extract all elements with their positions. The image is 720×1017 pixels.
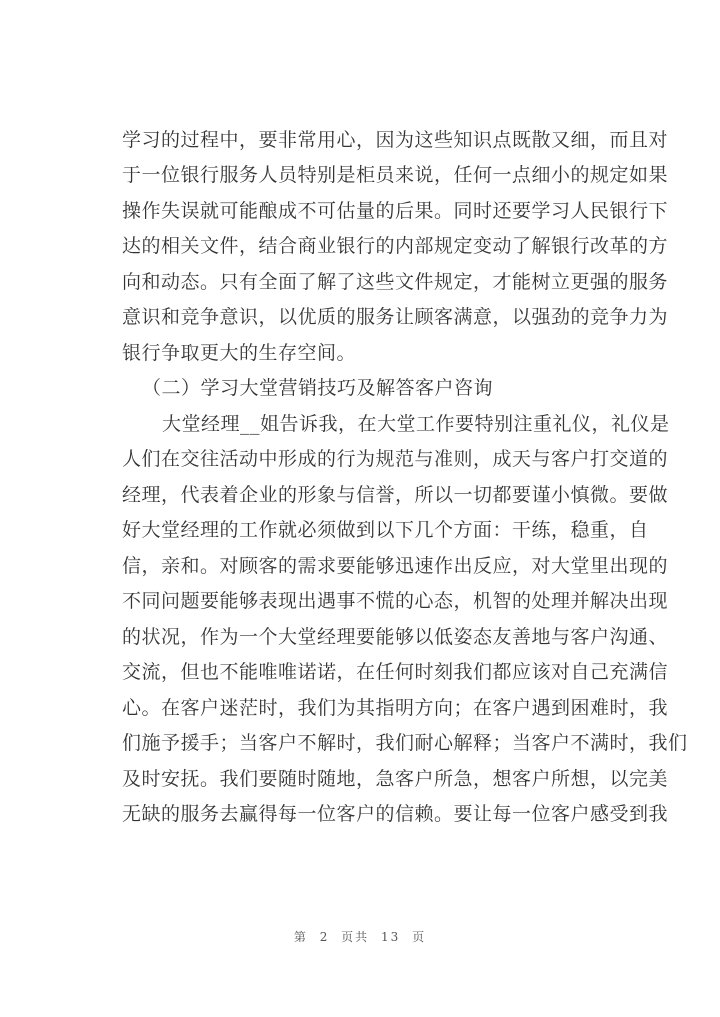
text-line: 意识和竞争意识，以优质的服务让顾客满意，以强劲的竞争力为 [122,306,669,328]
text-line: 达的相关文件，结合商业银行的内部规定变动了解银行改革的方 [122,235,669,257]
text-line: 学习的过程中，要非常用心，因为这些知识点既散又细，而且对 [122,129,669,151]
text-line: 大堂经理__姐告诉我，在大堂工作要特别注重礼仪，礼仪是 [162,413,670,435]
text-line: 信，亲和。对顾客的需求要能够迅速作出反应，对大堂里出现的 [122,555,669,577]
text-line: 及时安抚。我们要随时随地，急客户所急，想客户所想，以完美 [122,768,669,790]
text-line: 操作失误就可能酿成不可估量的后果。同时还要学习人民银行下 [122,200,669,222]
text-line: 经理，代表着企业的形象与信誉，所以一切都要谨小慎微。要做 [122,484,669,506]
text-line: 于一位银行服务人员特别是柜员来说，任何一点细小的规定如果 [122,164,669,186]
text-line: 交流，但也不能唯唯诺诺，在任何时刻我们都应该对自己充满信 [122,661,669,683]
text-line: 的状况，作为一个大堂经理要能够以低姿态友善地与客户沟通、 [122,626,669,648]
text-line: 心。在客户迷茫时，我们为其指明方向；在客户遇到困难时，我 [122,697,669,719]
text-line: 不同问题要能够表现出遇事不慌的心态，机智的处理并解决出现 [122,590,669,612]
section-heading: （二）学习大堂营销技巧及解答客户咨询 [142,377,494,399]
text-line: 们施予援手；当客户不解时，我们耐心解释；当客户不满时，我们 [122,732,688,754]
text-line: 银行争取更大的生存空间。 [122,342,357,364]
text-line: 向和动态。只有全面了解了这些文件规定，才能树立更强的服务 [122,271,669,293]
text-line: 好大堂经理的工作就必须做到以下几个方面：干练，稳重，自 [122,519,649,541]
page-number-footer: 第 2 页共 13 页 [293,930,427,944]
text-line: 无缺的服务去赢得每一位客户的信赖。要让每一位客户感受到我 [122,803,669,825]
text-line: 人们在交往活动中形成的行为规范与准则，成天与客户打交道的 [122,448,669,470]
